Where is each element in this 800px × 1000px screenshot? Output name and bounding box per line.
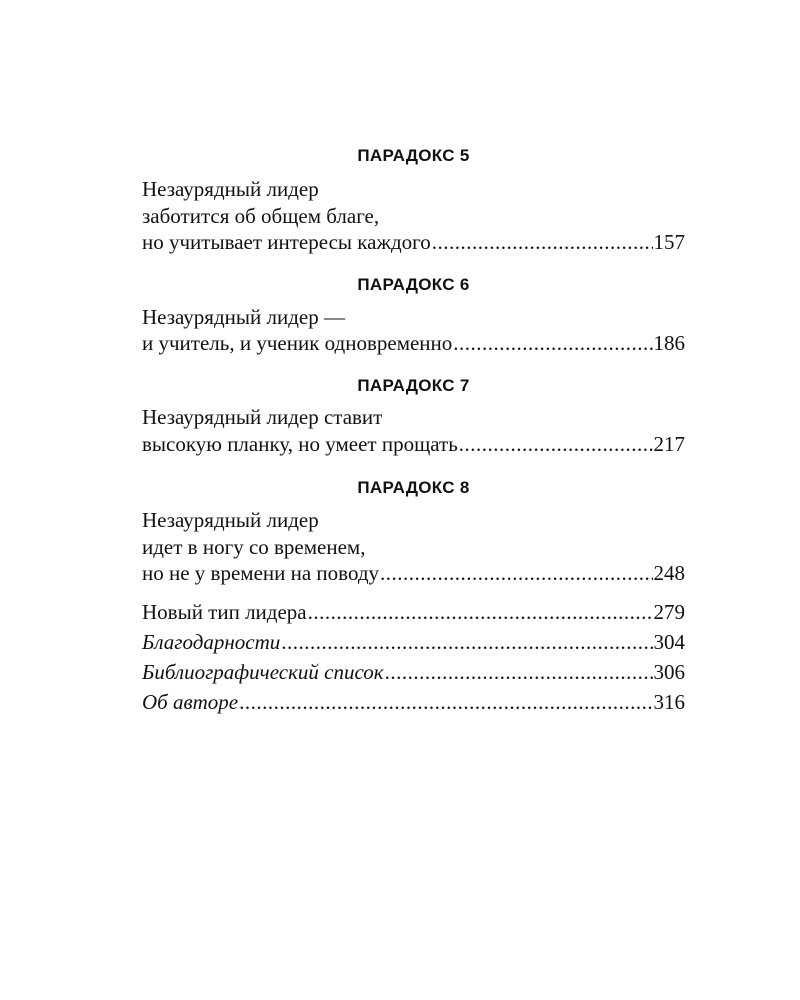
- entry-title: Об авторе: [142, 690, 239, 714]
- entry-title: Благодарности: [142, 630, 281, 654]
- entry-line: заботится об общем благе,: [142, 204, 380, 228]
- dot-leader: [281, 629, 652, 655]
- toc-entry[interactable]: [142, 560, 685, 586]
- dot-leader: [432, 229, 653, 255]
- toc-entry[interactable]: [142, 431, 685, 457]
- dot-leader: [308, 599, 653, 625]
- section-heading: ПАРАДОКС 7: [357, 376, 470, 395]
- entry-title: и учитель, и ученик одновременно: [142, 331, 453, 355]
- toc-entry-about-author[interactable]: [142, 689, 685, 715]
- entry-title: высокую планку, но умеет прощать: [142, 432, 458, 456]
- section-heading: ПАРАДОКС 5: [357, 146, 470, 165]
- entry-line: Незаурядный лидер: [142, 508, 319, 532]
- entry-title: Библиографический список: [142, 660, 384, 684]
- page-number: 306: [653, 660, 685, 684]
- entry-title: Новый тип лидера: [142, 600, 307, 624]
- toc-entry-bibliography[interactable]: [142, 659, 685, 685]
- toc-entry-acknowledgements[interactable]: [142, 629, 685, 655]
- dot-leader: [380, 560, 652, 586]
- toc-entry[interactable]: [142, 229, 685, 255]
- page-number: 186: [653, 331, 685, 355]
- entry-line: Незаурядный лидер —: [142, 305, 345, 329]
- entry-title: но не у времени на поводу: [142, 561, 380, 585]
- page-number: 279: [653, 600, 685, 624]
- dot-leader: [239, 689, 652, 715]
- entry-line: Незаурядный лидер ставит: [142, 405, 383, 429]
- page-number: 304: [653, 630, 685, 654]
- page-number: 157: [653, 230, 685, 254]
- dot-leader: [453, 330, 652, 356]
- page-number: 316: [653, 690, 685, 714]
- dot-leader: [459, 431, 653, 457]
- dot-leader: [385, 659, 653, 685]
- page-number: 248: [653, 561, 685, 585]
- entry-line: Незаурядный лидер: [142, 177, 319, 201]
- toc-entry[interactable]: [142, 330, 685, 356]
- section-heading: ПАРАДОКС 6: [357, 275, 470, 294]
- page-number: 217: [653, 432, 685, 456]
- section-heading: ПАРАДОКС 8: [357, 478, 470, 497]
- entry-line: идет в ногу со временем,: [142, 535, 366, 559]
- toc-entry-new-leader[interactable]: [142, 599, 685, 625]
- entry-title: но учитывает интересы каждого: [142, 230, 431, 254]
